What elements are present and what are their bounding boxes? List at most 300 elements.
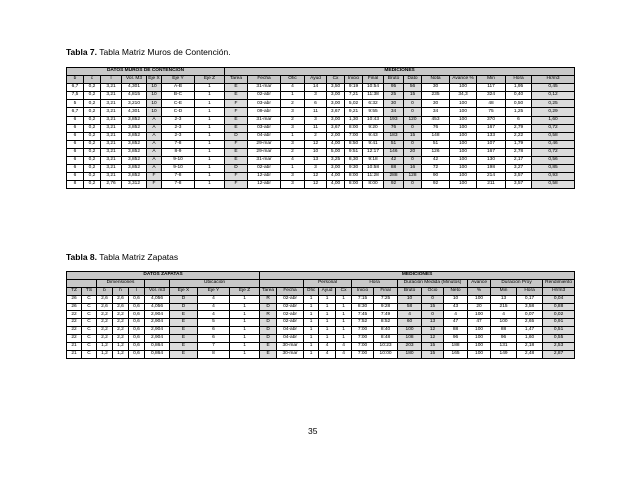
table-cell: 6 (67, 148, 84, 156)
table-cell: 100 (450, 181, 477, 189)
table-cell: 48 (477, 100, 506, 108)
table-cell: 0 (404, 100, 422, 108)
table-cell: 76 (422, 124, 450, 132)
table-cell: 3,852 (122, 124, 147, 132)
table7-caption (66, 47, 231, 57)
table-cell: 1,2 (97, 343, 113, 351)
table-cell: 198 (477, 165, 506, 173)
table-cell: D (170, 295, 198, 303)
table7-header-cell: Hora (506, 76, 532, 84)
table-cell: 130 (477, 157, 506, 165)
table-cell: 203 (398, 343, 422, 351)
table-cell: 133 (477, 132, 506, 140)
table-cell: E (225, 116, 248, 124)
table-cell: 12 (305, 140, 327, 148)
table-cell: 96 (491, 335, 517, 343)
table-cell: 0,25 (532, 100, 575, 108)
table-cell: 100 (468, 311, 491, 319)
table-cell: 100 (468, 343, 491, 351)
table8-header-cell: h (113, 287, 129, 295)
table-cell: 1 (195, 100, 225, 108)
table-cell: 3,21 (101, 132, 122, 140)
table-cell: 30 (422, 84, 450, 92)
table-cell: 1 (319, 327, 336, 335)
table-cell: 2,22 (506, 132, 532, 140)
table-cell: 1 (195, 108, 225, 116)
table-row (67, 157, 575, 165)
table-cell: C (82, 327, 97, 335)
table-cell: 1 (319, 295, 336, 303)
table8-header-cell: Cx (336, 287, 352, 295)
table8-sub-blank (67, 279, 97, 287)
table-cell: 4 (319, 343, 336, 351)
table-cell: 3 (281, 140, 305, 148)
table-cell: 92 (384, 181, 404, 189)
table-cell: 3,21 (101, 165, 122, 173)
table-row (67, 100, 575, 108)
table-cell: 9-10 (162, 165, 195, 173)
table-cell: 9,21 (345, 108, 363, 116)
table-cell: 167 (477, 148, 506, 156)
table-cell: 31-mar (248, 84, 281, 92)
table-cell: 03-abr (248, 100, 281, 108)
table-cell: 3,58 (517, 303, 543, 311)
table-cell: 1,60 (517, 335, 543, 343)
table-cell: F (147, 173, 162, 181)
table-cell: 288 (384, 173, 404, 181)
table-cell: 10 (147, 92, 162, 100)
table-cell: 117 (477, 84, 506, 92)
table-cell: D (225, 165, 248, 173)
table-cell: 4,301 (122, 108, 147, 116)
table-cell: 8:00 (345, 173, 363, 181)
table-cell: 3,21 (101, 84, 122, 92)
table-row (67, 132, 575, 140)
table-cell: 0,40 (506, 92, 532, 100)
table-cell: 0,04 (543, 295, 575, 303)
table-cell: 146 (384, 148, 404, 156)
table-cell: C (82, 295, 97, 303)
table-cell: 0 (404, 157, 422, 165)
table-cell: 13 (305, 157, 327, 165)
table-cell: 0,2 (84, 165, 101, 173)
table-cell: 214 (477, 173, 506, 181)
table-cell: 6,7 (67, 108, 84, 116)
table-cell: 3,21 (101, 140, 122, 148)
table-cell: 88 (444, 327, 468, 335)
table-cell: 211 (477, 181, 506, 189)
table-cell: 42 (384, 157, 404, 165)
table-cell: 167 (477, 124, 506, 132)
table-row (67, 165, 575, 173)
table-cell: 04-abr (277, 335, 304, 343)
table8-sub-ubicacion: Ubicación (170, 279, 260, 287)
table-cell: C (82, 335, 97, 343)
table-cell: 0,93 (532, 173, 575, 181)
table-cell: 100 (450, 165, 477, 173)
table-cell: 10:54 (363, 84, 384, 92)
table8-header-cell: l (129, 287, 145, 295)
table-cell: 3,852 (122, 140, 147, 148)
table8-sub-blank-vol (145, 279, 170, 287)
table-cell: 7:00 (345, 132, 363, 140)
table-cell: 0,6 (129, 295, 145, 303)
table-cell: 4 (444, 311, 468, 319)
table-cell: 1,25 (506, 108, 532, 116)
table-cell: 0,51 (543, 327, 575, 335)
table-row (67, 181, 575, 189)
table-cell: 3,25 (327, 157, 345, 165)
table8-header-cell: Hora (517, 287, 543, 295)
table8-sub-rendimiento: Rendimiento (543, 279, 575, 287)
table-cell: 2-3 (162, 124, 195, 132)
table-cell: 47 (444, 319, 468, 327)
table-cell: 4 (198, 295, 230, 303)
table-cell: C (82, 319, 97, 327)
table-cell: A (147, 148, 162, 156)
table-cell: 47 (468, 319, 491, 327)
table-cell: 4,00 (327, 181, 345, 189)
table-cell: 2 (281, 148, 305, 156)
table7-caption-label: Tabla 7. (66, 47, 98, 57)
table8-sub-hora: Hora (352, 279, 398, 287)
table-cell: 215 (491, 303, 517, 311)
table-cell: 26 (67, 295, 82, 303)
table-cell: 100 (468, 335, 491, 343)
table-cell: 2,904 (145, 327, 170, 335)
table-row (67, 108, 575, 116)
table-cell: D (225, 132, 248, 140)
table-cell: E (170, 327, 198, 335)
table7-header-cell: Final (363, 76, 384, 84)
table-cell: 183 (384, 132, 404, 140)
table-cell: 6:32 (363, 100, 384, 108)
table-cell: 43 (444, 303, 468, 311)
table-cell: 0,2 (84, 84, 101, 92)
table-cell: 1 (230, 327, 260, 335)
table-cell: 0 (422, 311, 444, 319)
table-cell: 0,85 (532, 165, 575, 173)
table-cell: 1 (336, 319, 352, 327)
table-cell: 29-mar (248, 140, 281, 148)
table-cell: 324 (477, 92, 506, 100)
table-cell: D (260, 335, 277, 343)
table8-sub-dimensiones: Dimensiones (97, 279, 145, 287)
table-cell: 2,00 (327, 132, 345, 140)
table-cell: 8:50 (345, 140, 363, 148)
table-cell: 100 (398, 327, 422, 335)
table-cell: F (225, 100, 248, 108)
table-cell: 3,57 (506, 181, 532, 189)
table7-header-cell: Ofic (281, 76, 305, 84)
table-cell: 9:19 (345, 84, 363, 92)
table-cell: 1 (195, 124, 225, 132)
table8-header-cell: b (97, 287, 113, 295)
table8-header-cell: Min (491, 287, 517, 295)
table7-header-cell: Tarea (225, 76, 248, 84)
table-cell: 22 (67, 319, 82, 327)
table-cell: 0,6 (129, 319, 145, 327)
table7-header-cell: Inicio (345, 76, 363, 84)
table8-header-cell: Eje Y (198, 287, 230, 295)
table-cell: 6 (305, 100, 327, 108)
table-row (67, 140, 575, 148)
table-cell: 1 (195, 84, 225, 92)
table-cell: 100 (491, 319, 517, 327)
table-cell: 0,2 (84, 157, 101, 165)
table-cell: 0,2 (84, 181, 101, 189)
table-cell: 4 (281, 84, 305, 92)
table7-caption-text: Tabla Matriz Muros de Contención. (99, 47, 231, 57)
table-cell: 12 (422, 327, 444, 335)
table8-header-cell: Ayud (319, 287, 336, 295)
table8-caption-label: Tabla 8. (66, 252, 98, 262)
table-cell: 0,72 (532, 148, 575, 156)
table-cell: C (82, 343, 97, 351)
table7-header-cell: Hr/m3 (532, 76, 575, 84)
table-cell: 10:43 (363, 116, 384, 124)
table-cell: 4 (398, 311, 422, 319)
table-cell: 0,2 (84, 116, 101, 124)
table-cell: 1 (195, 140, 225, 148)
table8-header-cell: Final (374, 287, 398, 295)
table-cell: 12 (305, 173, 327, 181)
table-cell: 2,78 (506, 148, 532, 156)
table-cell: 31-mar (248, 157, 281, 165)
table-cell: 1 (304, 319, 319, 327)
table-row (67, 311, 575, 319)
table-cell: 3,21 (101, 108, 122, 116)
table-cell: 2,87 (543, 350, 575, 358)
table-cell: 0,2 (84, 108, 101, 116)
table-cell: 22 (67, 327, 82, 335)
table-cell: 12-abr (248, 181, 281, 189)
table-cell: E (225, 148, 248, 156)
table-cell: 1 (195, 148, 225, 156)
table8-header-cell: Neto (444, 287, 468, 295)
table7-header-cell: b (67, 76, 84, 84)
table-row (67, 84, 575, 92)
table-cell: 100 (450, 84, 477, 92)
table-cell: 6 (67, 116, 84, 124)
table-cell: F (225, 140, 248, 148)
table-cell: 14 (305, 84, 327, 92)
table-cell: 4,301 (122, 84, 147, 92)
table-cell: 10 (398, 295, 422, 303)
table-cell: 0 (404, 181, 422, 189)
table-cell: 3,852 (122, 132, 147, 140)
table-cell: 1 (336, 295, 352, 303)
table-cell: 9:28 (374, 303, 398, 311)
table-cell: 1,30 (345, 116, 363, 124)
table-cell: 1 (304, 350, 319, 358)
table-cell: 6 (67, 124, 84, 132)
table-cell: B-C (162, 92, 195, 100)
table7-header-cell: l (101, 76, 122, 84)
table-cell: 7 (198, 343, 230, 351)
table-cell: 5,00 (327, 148, 345, 156)
table-cell: 0 (404, 124, 422, 132)
table-cell: 88 (491, 327, 517, 335)
table-cell: 3,67 (327, 108, 345, 116)
table7-header-cell: Eje Z (195, 76, 225, 84)
table-cell: 02-abr (277, 319, 304, 327)
table-cell: 3,27 (506, 165, 532, 173)
table-cell: 100 (450, 140, 477, 148)
table-cell: 10 (444, 295, 468, 303)
table-cell: 8:00 (363, 181, 384, 189)
table-cell: D (260, 303, 277, 311)
table-row (67, 303, 575, 311)
table-cell: 1 (304, 303, 319, 311)
table-cell: 1 (230, 335, 260, 343)
table-cell: 0,46 (532, 140, 575, 148)
table-cell: 90 (422, 173, 450, 181)
table-cell: 8:00 (345, 181, 363, 189)
table-cell: 100 (450, 157, 477, 165)
table-cell: 5,02 (345, 100, 363, 108)
table8-group-datos: DATOS ZAPATAS (67, 272, 260, 280)
table7-header-cell: Dato (404, 76, 422, 84)
table-cell: 2,2 (97, 327, 113, 335)
table-cell: 7-8 (162, 173, 195, 181)
table-cell: 2,2 (113, 327, 129, 335)
table8-caption (66, 252, 178, 262)
table-cell: 3,00 (327, 100, 345, 108)
table-cell: 3 (281, 181, 305, 189)
table-cell: 1 (319, 311, 336, 319)
table-cell: 1,47 (517, 327, 543, 335)
table-cell: 72 (422, 165, 450, 173)
table-cell: A (147, 140, 162, 148)
table-cell: 1 (319, 319, 336, 327)
table-cell: 1 (195, 173, 225, 181)
table-cell: C-D (162, 108, 195, 116)
table-cell: 1 (195, 92, 225, 100)
table-cell: 9:41 (363, 140, 384, 148)
table-cell: 1 (304, 295, 319, 303)
table-cell: 20 (468, 303, 491, 311)
table-cell: 3,21 (101, 173, 122, 181)
table-cell: 1 (336, 303, 352, 311)
table-cell: A (147, 116, 162, 124)
table-cell: 100 (468, 350, 491, 358)
table-cell: 148 (422, 132, 450, 140)
table-cell: 120 (404, 116, 422, 124)
table-cell: 453 (422, 116, 450, 124)
table-row (67, 343, 575, 351)
table-cell: 2,53 (543, 343, 575, 351)
table-cell: 4,056 (145, 295, 170, 303)
table-cell: 0,2 (84, 132, 101, 140)
table-cell: E (225, 124, 248, 132)
table-cell: 0,07 (517, 311, 543, 319)
table-cell: 76 (384, 124, 404, 132)
table-cell: 4,056 (145, 303, 170, 311)
table-cell: 02-abr (277, 311, 304, 319)
table-cell: 0 (404, 140, 422, 148)
table-cell: 02-abr (277, 295, 304, 303)
table-cell: 2,48 (517, 350, 543, 358)
table8-header-cell: Eje X (170, 287, 198, 295)
table8-header-cell: Ocio (422, 287, 444, 295)
table-cell: 6 (67, 157, 84, 165)
table-cell: 6 (67, 132, 84, 140)
table-cell: 02-abr (277, 303, 304, 311)
table-cell: 0,6 (129, 343, 145, 351)
table-cell: 2 (281, 100, 305, 108)
table-cell: 9:51 (345, 148, 363, 156)
table-cell: 8:30 (352, 303, 374, 311)
table-cell: 3,852 (122, 173, 147, 181)
table-cell: 12-abr (248, 173, 281, 181)
table-cell: 1 (230, 295, 260, 303)
table-cell: 2,17 (506, 157, 532, 165)
table-cell: 11 (305, 124, 327, 132)
table-cell: 9:20 (363, 124, 384, 132)
table-cell: 1,2 (113, 343, 129, 351)
table-cell: 22 (67, 311, 82, 319)
table8-header-cell: Tarea (260, 287, 277, 295)
table-cell: 56 (404, 84, 422, 92)
table-cell: 3 (281, 173, 305, 181)
table-cell: A-B (162, 84, 195, 92)
table-cell: 1 (304, 327, 319, 335)
table-cell: 2-3 (162, 132, 195, 140)
table-cell: 0,2 (84, 173, 101, 181)
table-cell: 30-mar (277, 343, 304, 351)
table-cell: 1 (281, 165, 305, 173)
table-cell: 0 (422, 295, 444, 303)
table-cell: 3,21 (101, 92, 122, 100)
table-cell: 2,6 (97, 303, 113, 311)
table-cell: 11 (305, 108, 327, 116)
table-cell: 1 (319, 303, 336, 311)
table-cell: 34,3 (450, 92, 477, 100)
table-cell: 10 (147, 108, 162, 116)
table-cell: D (260, 327, 277, 335)
table7-group-mediciones: MEDICIONES (225, 68, 575, 76)
table-cell: 193 (384, 116, 404, 124)
table8-sub-personal: Personal (304, 279, 352, 287)
table-cell: 8-9 (162, 148, 195, 156)
table-cell: 15 (422, 350, 444, 358)
table7-header-cell: Cx (327, 76, 345, 84)
table-cell: 2,6 (97, 295, 113, 303)
table-cell: 13 (491, 295, 517, 303)
table-cell: 0,2 (84, 148, 101, 156)
table-cell: 03-abr (248, 124, 281, 132)
table-cell: 3,21 (101, 148, 122, 156)
table-cell: 9:18 (363, 157, 384, 165)
table-cell: 1 (230, 343, 260, 351)
table-cell: 4 (491, 311, 517, 319)
table-cell: 21 (67, 350, 82, 358)
table-cell: 2,904 (145, 311, 170, 319)
table-cell: 8 (67, 181, 84, 189)
table-cell: 100 (450, 124, 477, 132)
table-cell: 12:17 (363, 148, 384, 156)
table-cell: 04-abr (248, 132, 281, 140)
table-cell: 51 (422, 140, 450, 148)
table8-caption-text: Tabla Matriz Zapatas (99, 252, 179, 262)
table-cell: 9:30 (345, 165, 363, 173)
table-cell: 9-10 (162, 157, 195, 165)
table-cell: 3,00 (327, 165, 345, 173)
table-cell: 2,904 (145, 335, 170, 343)
table-cell: 1 (304, 343, 319, 351)
table-cell: E (225, 92, 248, 100)
